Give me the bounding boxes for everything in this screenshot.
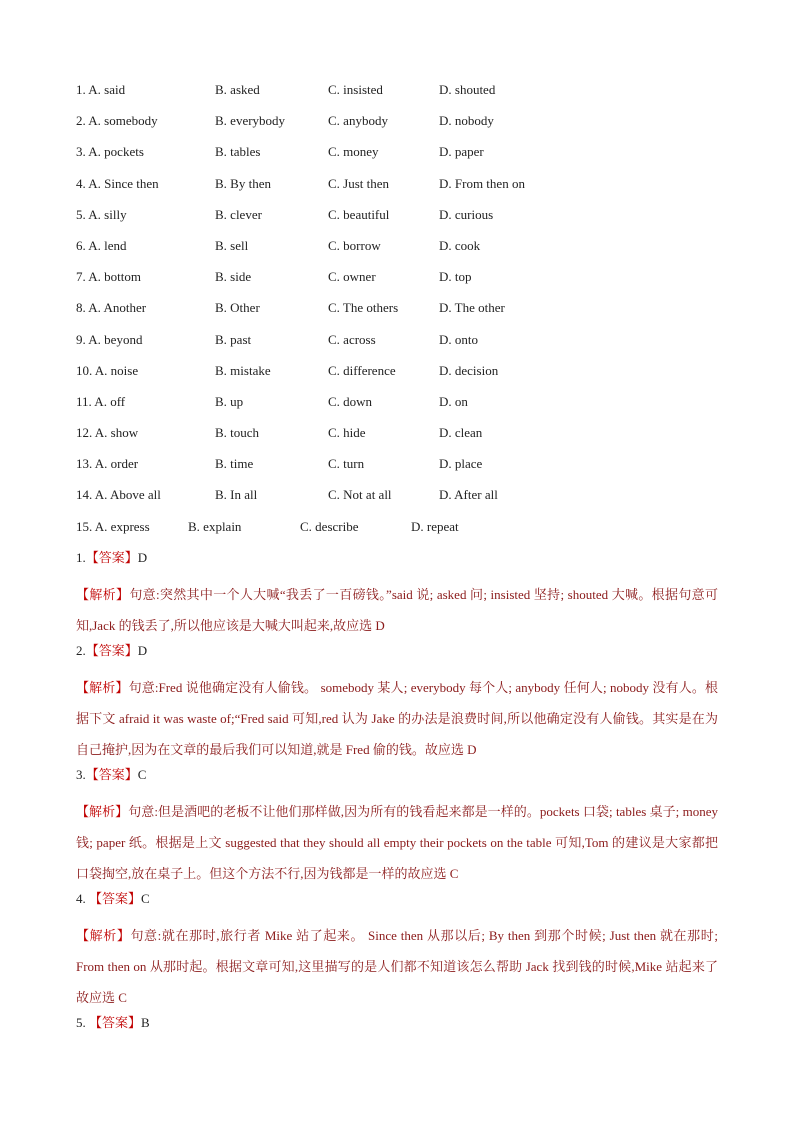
question-row-8 <box>76 298 718 329</box>
explanation-label: 【解析】 <box>76 679 129 695</box>
option-c: C. difference <box>328 362 396 378</box>
answer-block-5 <box>76 1013 718 1044</box>
option-d: D. The other <box>439 300 505 316</box>
option-a: 2. A. somebody <box>76 113 158 129</box>
answer-label: 【答案】 <box>85 766 138 782</box>
option-c: C. hide <box>328 425 366 441</box>
question-row-2 <box>76 111 718 142</box>
option-d: D. decision <box>439 362 499 378</box>
option-a: 8. A. Another <box>76 300 147 316</box>
option-d: D. shouted <box>439 82 496 97</box>
answer-line <box>76 548 718 579</box>
option-c: C. borrow <box>328 237 381 253</box>
option-a: 13. A. order <box>76 456 139 472</box>
explanation-label: 【解析】 <box>76 586 130 602</box>
option-b: B. sell <box>215 237 249 253</box>
question-row-6 <box>76 236 718 267</box>
answer-line <box>76 1013 718 1044</box>
explanation-label: 【解析】 <box>76 927 131 943</box>
explanation-paragraph <box>76 796 718 889</box>
option-c: C. anybody <box>328 113 388 129</box>
option-b: B. By then <box>215 175 271 191</box>
question-row-12 <box>76 423 718 454</box>
option-b: B. explain <box>188 518 242 534</box>
question-row-1 <box>76 80 718 111</box>
option-a: 12. A. show <box>76 425 139 441</box>
answer-block-3 <box>76 765 718 889</box>
option-a: 10. A. noise <box>76 362 139 378</box>
question-row-3 <box>76 142 718 173</box>
explanation-text: 句意:突然其中一个人大喊“我丢了一百磅钱。”said 说; asked 问; insisted 坚持; shouted 大喊。根据句意可知,Jack 的钱丢了,所以他应该是大喊大叫起来,故应选 D <box>76 586 718 633</box>
answer-number: 1. <box>76 549 86 565</box>
option-b: B. touch <box>215 425 260 441</box>
option-d: D. repeat <box>411 518 459 534</box>
option-c: C. turn <box>328 456 365 472</box>
answer-number: 4. <box>76 890 89 906</box>
answer-line <box>76 889 718 920</box>
option-a: 1. A. said <box>76 82 126 97</box>
option-a: 6. A. lend <box>76 237 127 253</box>
option-d: D. nobody <box>439 113 494 129</box>
option-b: B. up <box>215 393 244 409</box>
answer-label: 【答案】 <box>85 549 138 565</box>
option-d: D. place <box>439 456 483 472</box>
option-b: B. side <box>215 269 252 285</box>
question-row-14 <box>76 485 718 516</box>
option-a: 7. A. bottom <box>76 269 142 285</box>
question-row-5 <box>76 205 718 236</box>
option-d: D. on <box>439 393 468 409</box>
option-b: B. time <box>215 456 254 472</box>
answer-value: C <box>137 766 147 782</box>
option-d: D. onto <box>439 331 478 347</box>
answer-label: 【答案】 <box>85 642 138 658</box>
question-row-7 <box>76 267 718 298</box>
option-c: C. beautiful <box>328 206 390 222</box>
question-row-10 <box>76 361 718 392</box>
option-c: C. owner <box>328 269 376 285</box>
option-d: D. curious <box>439 206 494 222</box>
answer-block-2 <box>76 641 718 765</box>
answer-number: 3. <box>76 766 86 782</box>
option-d: D. clean <box>439 425 483 441</box>
explanation-text: 句意:但是酒吧的老板不让他们那样做,因为所有的钱看起来都是一样的。pockets 口袋; tables 桌子; money 钱; paper 纸。根据是上文 suggested that they should all empty their pockets on the table 可知,Tom 的建议是大家都把口袋掏空,放在桌子上。但这个方法不行,因为钱都是一样的故应选 C <box>76 803 718 881</box>
answer-label: 【答案】 <box>89 890 142 906</box>
option-d: D. cook <box>439 237 481 253</box>
option-b: B. past <box>215 331 252 347</box>
answer-value: B <box>141 1014 150 1030</box>
option-a: 14. A. Above all <box>76 487 161 503</box>
option-b: B. clever <box>215 206 262 222</box>
explanation-label: 【解析】 <box>76 803 129 819</box>
question-row-15 <box>76 517 718 548</box>
option-d: D. From then on <box>439 175 525 191</box>
option-c: C. Not at all <box>328 487 392 503</box>
answer-line <box>76 641 718 672</box>
option-b: B. In all <box>215 487 258 503</box>
explanation-paragraph <box>76 920 718 1013</box>
option-a: 15. A. express <box>76 518 150 534</box>
option-c: C. across <box>328 331 376 347</box>
option-c: C. Just then <box>328 175 390 191</box>
option-a: 4. A. Since then <box>76 175 159 191</box>
answer-value: D <box>137 549 148 565</box>
answer-number: 2. <box>76 642 86 658</box>
answer-section <box>76 548 718 1044</box>
explanation-paragraph <box>76 672 718 765</box>
explanation-text: 句意:Fred 说他确定没有人偷钱。 somebody 某人; everybody 每个人; anybody 任何人; nobody 没有人。根据下文 afraid it was waste of;“Fred said 可知,red 认为 Jake 的办法是浪费时间,所以他确定没有人偷钱。其实是在为自己掩护,因为在文章的最后我们可以知道,就是 Fred 偷的钱。故应选 D <box>76 679 718 757</box>
option-b: B. mistake <box>215 362 271 378</box>
answer-block-1 <box>76 548 718 641</box>
option-d: D. top <box>439 269 472 285</box>
option-b: B. tables <box>215 144 261 160</box>
option-c: C. money <box>328 144 379 160</box>
document-page <box>76 80 718 1044</box>
option-a: 3. A. pockets <box>76 144 144 160</box>
options-list <box>76 80 718 548</box>
question-row-9 <box>76 330 718 361</box>
option-c: C. down <box>328 393 373 409</box>
answer-number: 5. <box>76 1014 89 1030</box>
explanation-paragraph <box>76 579 718 641</box>
question-row-13 <box>76 454 718 485</box>
answer-line <box>76 765 718 796</box>
option-b: B. Other <box>215 300 260 316</box>
answer-value: C <box>141 890 150 906</box>
option-d: D. After all <box>439 487 498 503</box>
option-b: B. everybody <box>215 113 286 129</box>
option-c: C. describe <box>300 518 359 534</box>
option-c: C. insisted <box>328 82 383 97</box>
explanation-text: 句意:就在那时,旅行者 Mike 站了起来。 Since then 从那以后; By then 到那个时候; Just then 就在那时; From then on 从那时起。根据文章可知,这里描写的是人们都不知道该怎么帮助 Jack 找到钱的时候,Mike 站起来了故应选 C <box>76 927 718 1005</box>
question-row-4 <box>76 174 718 205</box>
option-d: D. paper <box>439 144 484 160</box>
answer-label: 【答案】 <box>89 1014 142 1030</box>
answer-value: D <box>137 642 148 658</box>
answer-block-4 <box>76 889 718 1013</box>
option-a: 5. A. silly <box>76 206 127 222</box>
option-a: 9. A. beyond <box>76 331 143 347</box>
option-a: 11. A. off <box>76 393 126 409</box>
option-c: C. The others <box>328 300 399 316</box>
question-row-11 <box>76 392 718 423</box>
option-b: B. asked <box>215 82 260 97</box>
